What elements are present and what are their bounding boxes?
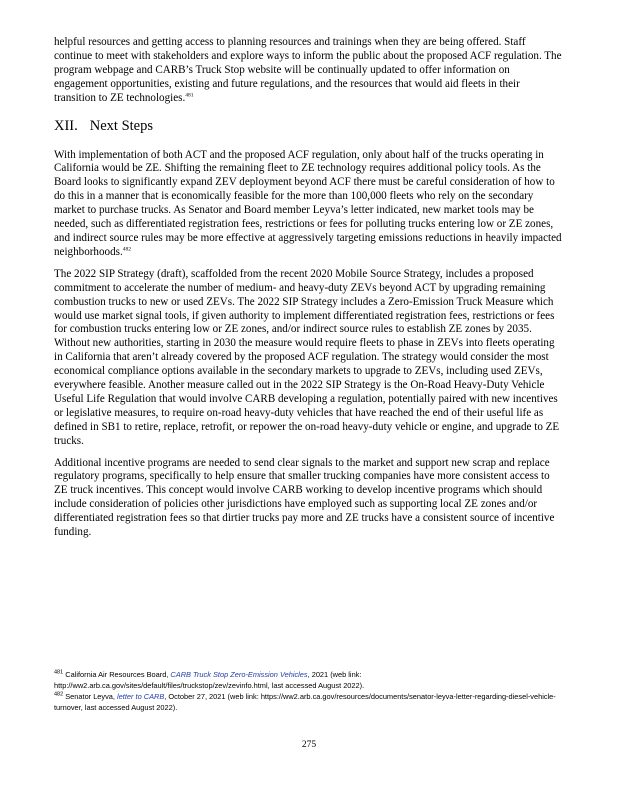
footnote-text: California Air Resources Board, (65, 670, 169, 679)
section-title: Next Steps (89, 117, 153, 134)
paragraph-3: Additional incentive programs are needed to send clear signals to the market and support new scrap and replace regulatory programs, specifically to help ensure that smaller trucking companies have more consistent access to ZE truck incentives. This concept would involve CARB working to develop incentive programs which should include consideration of policies other jurisdictions have employed such as supporting local ZE zones and/or differentiated registration fees so that dirtier trucks pay more and ZE trucks have a consistent source of incentive funding. (54, 456, 555, 539)
intro-paragraph: helpful resources and getting access to planning resources and trainings when they are being offered. Staff continue to meet with stakeholders and explore ways to inform the public about the proposed ACF regulation. The program webpage and CARB’s Truck Stop website will be continually updated to offer information on engagement opportunities, existing and future regulations, and the resources that would aid fleets in their transition to ZE technologies.$^{481}$ (54, 36, 562, 104)
footnote-ref-482[interactable]: 482 (122, 246, 131, 253)
footnote-481 (54, 670, 564, 691)
footnote-text: , 2021 (web link: http://ww2.arb.ca.gov/sites/default/files/truckstop/zev/zevinfo.html, last accessed August 2022). (54, 670, 365, 690)
section-number: XII. (54, 117, 78, 134)
page-number: 275 (301, 740, 317, 750)
paragraph-2: The 2022 SIP Strategy (draft), scaffolded from the recent 2020 Mobile Source Strategy, includes a proposed commitment to accelerate the number of medium- and heavy-duty ZEVs beyond ACT by upgrading remaining combustion trucks to new or used ZEVs. The 2022 SIP Strategy includes a Zero-Emission Truck Measure which would use market signal tools, if given authority to implement differentiated registration fees, restrictions or fees for combustion trucks entering low or ZE zones, and/or indirect source rules to establish ZE zones by 2035. Without new authorities, starting in 2030 the measure would require fleets to phase in ZEVs into fleets operating in California that aren’t already covered by the proposed ACF regulation. The strategy would consider the most economical compliance options available in the secondary markets to upgrade to ZEVs, including used ZEVs, everywhere feasible. Another measure called out in the 2022 SIP Strategy is the On-Road Heavy-Duty Vehicle Useful Life Regulation that would involve CARB developing a regulation, potentially paired with new incentives or legislative measures, to require on-road heavy-duty vehicles that have reached the end of their useful life as defined in SB1 to retire, replace, retrofit, or repower the on-road heavy-duty vehicle or engine, and upgrade to ZE trucks. (54, 267, 560, 447)
footnote-link[interactable]: letter to CARB (117, 692, 165, 701)
section-heading (54, 118, 564, 135)
footnote-link[interactable]: CARB Truck Stop Zero-Emission Vehicles (170, 670, 308, 679)
footnotes (54, 670, 564, 714)
footnote-number: 482 (54, 691, 64, 698)
footnote-482 (54, 692, 564, 713)
footnote-ref-481[interactable]: 481 (185, 91, 194, 98)
document-body (54, 36, 564, 548)
footnote-text: Senator Leyva, (65, 692, 115, 701)
footnote-text: , October 27, 2021 (web link: https://ww2.arb.ca.gov/resources/documents/senator-leyva-letter-regarding-diesel-vehicle-turnover, last accessed August 2022). (54, 692, 556, 712)
footnote-number: 481 (54, 669, 64, 676)
paragraph-1: With implementation of both ACT and the proposed ACF regulation, only about half of the trucks operating in California would be ZE. Shifting the remaining fleet to ZE technology requires additional policy tools. As the Board looks to significantly expand ZEV deployment beyond ACF there must be careful consideration of how to do this in a manner that is economically feasible for the more than 100,000 fleets who rely on the secondary market to purchase trucks. As Senator and Board member Leyva’s letter indicated, new market tools may be needed, such as differentiated registration fees, restrictions or fees for polluting trucks entering low or ZE zones, and indirect source rules may be more effective at aggressively targeting emissions reductions in heavily impacted neighborhoods.$^{482}$ (54, 148, 562, 258)
